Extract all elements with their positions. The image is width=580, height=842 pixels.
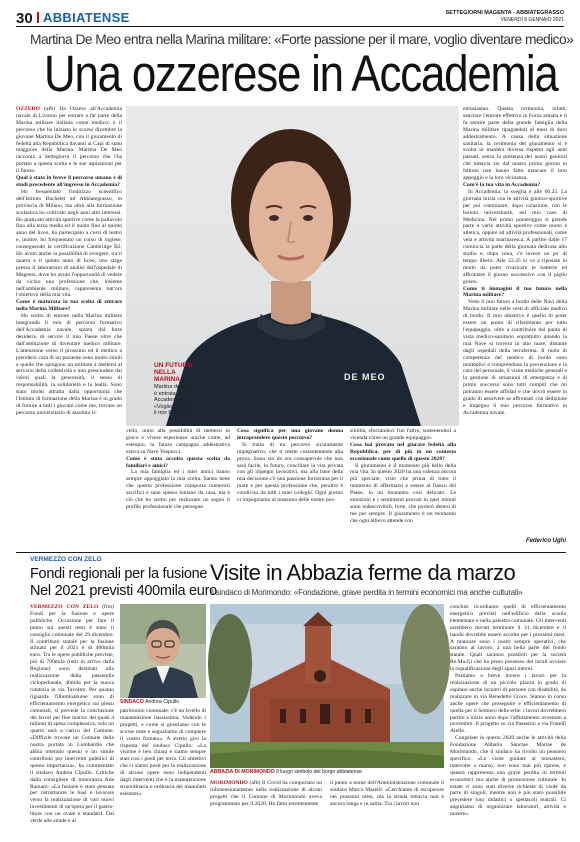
question: Qual è stato in breve il percorso umano e di studi precedente all'ingresso in Accademia? <box>16 175 122 188</box>
right-col-1 <box>210 780 322 832</box>
mayor-photo <box>120 604 206 698</box>
question: Come è maturata la tua scelta di entrare nella Marina Militare? <box>16 299 122 313</box>
question: Cosa hai provato nel giurare fedeltà alla Repubblica, per di più in un contesto eccezionale come quello di questo 2020? <box>350 441 456 462</box>
byline: Federico Ughi <box>525 538 566 544</box>
section-name: ABBIATENSE <box>43 10 130 25</box>
paragraph: Congelate in questo 2020 anche le attività della Fondazione Abbatia Sanctae Mariae de Morimundo, che il sindaco ha rivolto un pensiero specifico: «Le visite guidate al monastero, interrotte a marzo, non sono mai più riprese, e questo rappresenta una grave perdita in termini economici ma anche di promozione culturale. In estate ci sono stati diverse richieste di visite da parte di singoli, mentre non è più stato possibile prevedere tour didattici o spettacoli teatrali. Ci auguriamo di organizzare laboratori, attività e mostre». <box>450 735 566 818</box>
dateline: MORIMONDO <box>210 780 248 786</box>
paragraph: Da Ozzero all'Accademia navale di Livorno per entrare a far parte della Marina militare italiana come medico: è il percorso che ha iniziato lo scorso dicembre la giovane Martina De Meo, con il giuramento di fedeltà alla Repubblica davanti ai Capi di stato maggiore della Marina. Martina De Meo racconta a Settegiorni il percorso che l'ha portato a questa scelta e le sue aspirazioni per il futuro. <box>16 106 122 175</box>
issue-date: VENERDÌ 8 GENNAIO 2021 <box>500 17 564 23</box>
paragraph: Vedo il mio futuro a bordo delle Navi della Marina militare nelle vesti di ufficiale medico di bordo. Il mio obiettivo è quello di poter essere un punto di riferimento per tutto l'equipaggio, oltre a contribuire dal punto di vista medico-sanitario soprattutto quando la mia Nave si troverà in alto mare, distante dagli ospedali della terraferma. Il ruolo di competenza del medico di bordo sono molteplici e comprendono la prevenzione e la cura del personale, il visite mediche generali e la gestione di situazioni di emergenza e di primo soccorso sono tutti compiti che mi potranno essere affidati e che dovrò essere in grado di assolvere se affrontati con dedizione e impegno il mio percorso formativo in Accademia navale. <box>463 299 567 416</box>
abbey-caption-label: ABBAZIA DI MORIMONDO <box>210 769 275 775</box>
main-col-4 <box>350 428 456 551</box>
left-headline-line: Fondi regionali per la fusione <box>30 566 208 582</box>
paragraph: Si tratta di un percorso sicuramente impegnativo, che ti mette costantemente alla prova. Sono sin da ora consapevole che non sarà facile, in futuro, conciliare la vita privata con gli impegni lavorativi, ma alla base della mia decisione c'è una passione fortissima per il mare e per questa professione che, peraltro è condivisa da tutti i miei colleghi. Ogni giorno ci impegniamo al massimo delle nostre pos- <box>237 441 343 504</box>
dateline-author: (afb) <box>249 780 261 786</box>
main-kicker: Martina De Meo entra nella Marina militare: «Forte passione per il mare, voglio diventare medico» <box>30 32 574 47</box>
main-col-2 <box>126 428 230 551</box>
section-rule <box>16 552 566 553</box>
main-col-5 <box>463 106 567 536</box>
mayor-caption <box>120 699 206 705</box>
pullquote-text: Martina de Meo è entrata in Accademia: «Voglio servire il mio Paese» <box>154 384 193 417</box>
left-headline-line: Nel 2021 previsti 400mila euro <box>30 583 217 599</box>
question: Com'è la tua vita in Accademia? <box>463 181 541 188</box>
uniform-name-tag: DE MEO <box>344 372 386 382</box>
left-col-1 <box>30 604 114 832</box>
right-kicker: Il sindaco di Morimondo: «Fondazione, grave perdita in termini economici ma anche culturali» <box>210 588 523 597</box>
page-header <box>16 10 564 27</box>
paragraph: Il Covid ha comportato un ridimensionamento nella realizzazione di alcuni progetti che il Comune di Morimondo aveva programmato per il 2020. Ho fatto recentemente <box>210 780 322 807</box>
paragraph: sibilità, sforzandoci l'un l'altro, sostenendoci a vicenda come un grande equipaggio. <box>350 428 456 441</box>
question: Come è stata accolta questa scelta da familiari e amici? <box>126 455 230 469</box>
paragraph: In Accademia, la sveglia è alle 06.25. La giornata inizia con le attività ginnico-sportive per poi continuare, dopo colazione, con le lezioni universitarie, nel mio caso di Medicina. Nel primo pomeriggio si prende parte a varie attività sportive come nuoto e atletica, oppure ad attività professionali, come vela e attività marinaresca. A partire dalle 17 comincia la parte della giornata dedicata allo studio e, dopo cena, c'è invece un po' di tempo libero. Alle 22.45 si va a riposare in modo da poter ricaricare le batterie ed affrontare il giorno successivo con il piglio giusto. <box>463 188 567 285</box>
paragraph: Fondi per la fusione e opere pubbliche. Occasione per fare il punto sui questi temi è stato il consiglio comunale del 29 dicembre. Il contributo statale per la fusione stimato per il 2021 è di 400mila euro. Tra le opere pubbliche previste, più di 700mila (tutti in arrivo dalla Regione) sono destinati alla realizzazione della passerella ciclopedonale, 40mila per la nuova rotatoria in via Tavoltre. Per quanto riguarda l'illuminazione sono di efficientamento energetico sui plessi comunali, si prevede la conclusione dei lavori per fine marzo: dei quasi 4 milioni di spesa complessiva, solo un quarto sarà a carico del Comune. «Difficile trovare un Comune della nostra portata in Lombardia che abbia ottenuto questo e un simile contributo per interventi pubblici di questa importanza», ha commentato il sindaco Andrea Cipullo. Critiche dalla consigliere di minoranza Ada Ramaro: «La fusione è stato pensata per ristrutturare le basi e lavorare verso la realizzazione di vari nuovi investimenti di un'opera per il gastro-litore con un ovale e standard. Dal verde alle strade e al <box>30 610 114 825</box>
abbey-caption-text: Il luogo simbolo del borgo abbiatense <box>276 769 363 775</box>
paragraph: Ho frequentato l'indirizzo scientifico dell'Istituto Bachelet ad Abbiategrasso, in provincia di Milano, ma oltre alla formazione scolastica ho coltivato negli anni altri interessi. Ho praticato attività sportive come la pallavolo fino alla terza media ed il nuoto fino al quinto anno del liceo, ho partecipato a corsi di teatro e, inoltre, ho frequentato un corso di inglese, conseguendo la certificazione Cambridge B2. Ho avuto anche la possibilità di svolgere, tra il quarto e il quinto anno di liceo, uno stage presso il laboratorio di analisi dell'ospedale di Magenta, dove ho avuto l'opportunità di vedere da vicino una professione che, insieme nell'ambiente militare, rappresenta tutt'ora l'obiettivo della mia vita. <box>16 188 122 299</box>
dateline: OZZERO <box>16 106 40 112</box>
mayor-caption-label: SINDACO <box>120 699 144 705</box>
mayor-caption-name: Andrea Cipullo <box>145 699 180 705</box>
right-col-3 <box>450 604 566 832</box>
pullquote <box>154 362 194 417</box>
mayor-illustration <box>120 604 206 698</box>
paragraph: il punto a nome dell'Amministrazione comunale il sindaco Marco Marelli: «Cerchiamo di recuperare nei prossimi mesi, ma la strada tuttavia non è ancora lunga e in salita. Tra i lavori non <box>330 780 444 807</box>
right-col-2 <box>330 780 444 832</box>
paragraph: patrimonio comunale: c'è un livello di manutenzione bassissima. Vedendo i progetti, e come si giustiamo con le scorse rotte e segnaliamo di compiere il vostro firmato». A stretto giro la risposta del sindaco Cipullo: «La visione è ben chiara e siamo sempre stati così i piedi per terra. Gli obiettivi che ci siamo posti per la realizzazione di alcune opere sono indipendenti dagli interventi che è la manutenzione straordinaria e ordinaria dei manufatti esistenti». <box>120 708 206 797</box>
paragraph: vello, unito alla possibilità di mettersi in gioco e vivere esperienze uniche come, ad esempio, la futura campagna addestrativa estiva su Nave Vespucci. <box>126 428 230 455</box>
page-number: 30 <box>16 10 33 27</box>
paragraph: Ho scelto di entrare nella Marina militare integrando il mio di percorso formativo dell'Accademia navale, spinta dal forte desiderio di servire il mio Paese oltre che dall'ambizione di diventare medico militare. L'attenzione verso il prossimo ed il medico a prendersi cura di un paziente sono molto simili a quelle che spingono un militare a mettersi al servizio della collettività e non prescindere dai valori quali la generosità, il senso di responsabilità, la solidarietà e la lealtà. Sono stato molto attratta dalla opportunità che l'Istituto di formazione della Marina è in grado di fornire a tutti i giovani come me, trovare un percorso universitario di assoluto li- <box>16 313 122 416</box>
left-kicker: VERMEZZO CON ZELO <box>30 556 102 563</box>
left-headline <box>30 566 220 600</box>
section-divider <box>37 12 39 23</box>
paragraph: La mia famiglia ed i miei amici hanno sempre appoggiato la mia scelta. Sanno bene che questo professione comporta numerosi sacrifici e sane spesso lontano da casa, ma è ciò che ho scelto per realizzare un sogno il profilo professionale che persegue. <box>126 469 230 510</box>
main-col-1 <box>16 106 122 551</box>
paragraph: conclusi ricordiamo quelli di efficientamento energetico previsti nell'edificio della scuola elementare e nella palestra comunale. Gli interventi sarebbero dovuti terminare il 31 dicembre e il bando dovrebbe essere accolto per i prossimi mesi. A mancare sono i nostri sempre operativi, che saranno al lavoro, a una bella parte del fondo statale. Quali saranno possibili per la società Re.Ma.Gi che ha preso possesso dei locali avviare la riqualificazione degli spazi interni. <box>450 604 566 673</box>
dateline-author: (afb) <box>44 106 55 112</box>
paragraph: Il giuramento è il momento più bello della mia vita. In questo 2020 ha una valenza ancora più speciale, visto che prima di tutto il momento di affermarsi e essere al fianco del Paese, in un momento così delicato. Le emozioni e i sentimenti provati in quei minuti sono indescrivibili, forte, che porterò dentro di me per sempre. Il giuramento è un momento che ogni allievo attende con <box>350 462 456 524</box>
pullquote-label: UN FUTURO NELLA MARINA <box>154 362 193 383</box>
main-headline: Una ozzerese in Accademia <box>44 45 558 102</box>
left-col-2 <box>120 708 206 832</box>
abbey-illustration <box>210 604 444 768</box>
abbey-caption <box>210 769 446 775</box>
question: Cosa significa per una giovane donna intraprendere questo percorso? <box>237 428 343 441</box>
paragraph: Partiamo a breve invece i lavori per la realizzazione di un piccolo piazza in grado di ospitare anche incontri di persone con disabilità, da realizzare in via Benedetto Croce. Stanno in corso anche opere che proseguire e efficientamento di quella per il Sentiero delle erbe: i lavori dovrebbero partire a inizio anno dopo l'affidamento avvenuto a novembre. Il progetto su via Passerini a via Fratelli Aiello. <box>450 673 566 735</box>
main-col-3 <box>237 428 343 551</box>
question: Come ti immagini il tuo futuro nella Marina militare? <box>463 285 567 299</box>
right-headline: Visite in Abbazia ferme da marzo <box>210 560 516 585</box>
abbey-photo <box>210 604 444 768</box>
dateline-author: (frm) <box>102 604 114 610</box>
paragraph: entusiasmo. Questa cerimonia, infatti, sancisce l'entrare effettivo in Forza armata e ti fa sentire parte della grande famiglia della Marina militare ripagandoti di mesi di duro addestramento. A causa della situazione sanitaria, la cerimonia del giuramento si è svolta in maniera diversa rispetto agli anni passati, senza la presenza dei nostri genitori che tuttavia sin dal nostro primo giorno in Istituto non hanno fatto mancare il loro appoggio e la loro vicinanza. <box>463 106 567 182</box>
dateline: VERMEZZO CON ZELO <box>30 604 99 610</box>
paper-name: SETTEGIORNI MAGENTA - ABBIATEGRASSO <box>445 10 564 16</box>
